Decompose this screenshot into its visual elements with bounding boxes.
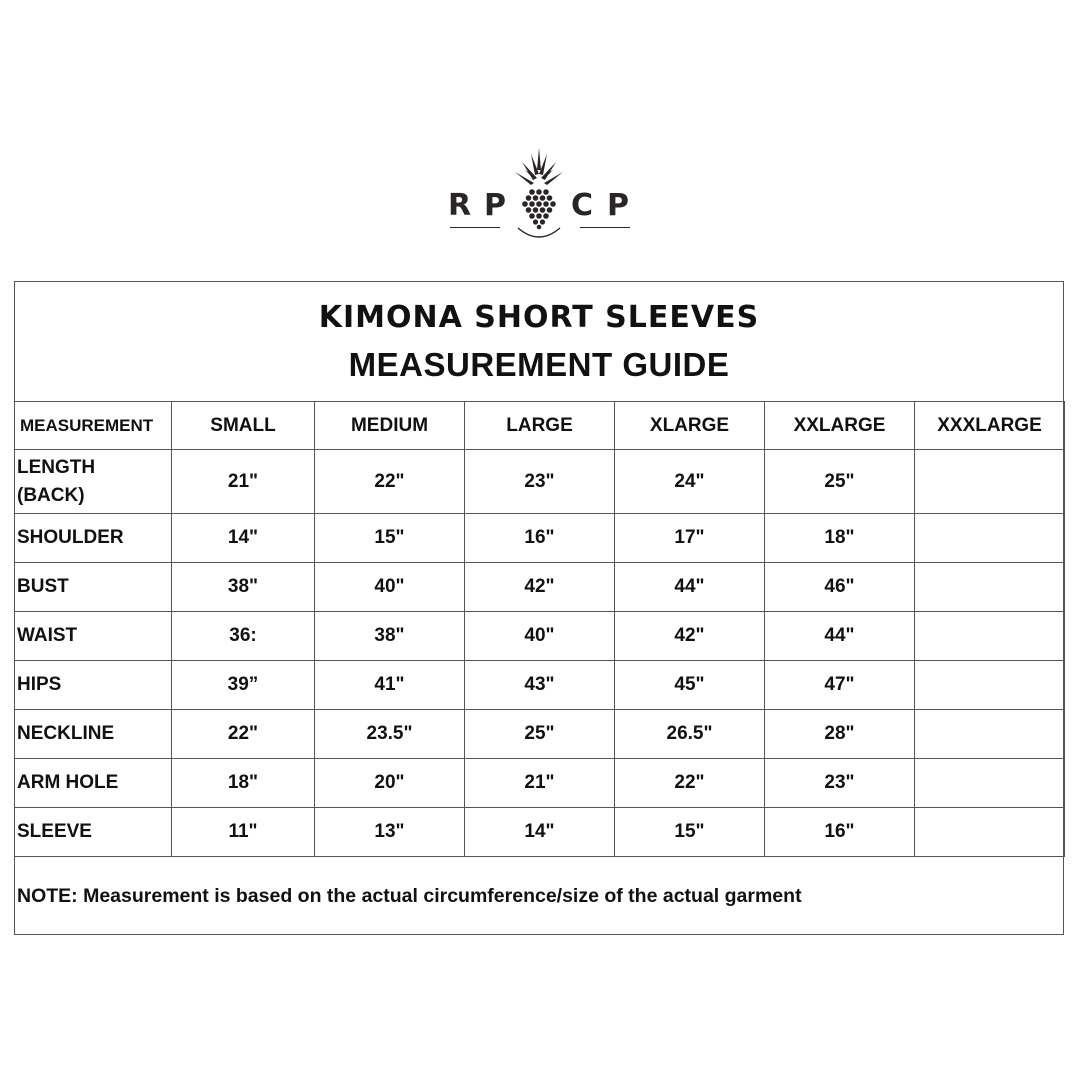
table-cell: 44"	[615, 563, 765, 612]
table-cell: 25"	[765, 450, 915, 514]
row-label: SLEEVE	[15, 808, 172, 857]
table-cell: 13"	[315, 808, 465, 857]
table-cell: 21"	[172, 450, 315, 514]
table-cell: 25"	[465, 710, 615, 759]
table-cell	[915, 808, 1065, 857]
table-cell	[915, 661, 1065, 710]
logo-letter-p: P	[484, 188, 506, 223]
table-cell	[915, 514, 1065, 563]
table-cell: 11"	[172, 808, 315, 857]
table-cell: 15"	[615, 808, 765, 857]
column-header: MEASUREMENT	[15, 402, 172, 450]
logo-letter-c: C	[571, 188, 594, 223]
table-cell: 21"	[465, 759, 615, 808]
row-label: LENGTH (BACK)	[15, 450, 172, 514]
logo-rule-right	[580, 227, 630, 228]
table-cell	[915, 563, 1065, 612]
table-cell: 17"	[615, 514, 765, 563]
table-cell: 23"	[765, 759, 915, 808]
table-cell: 39”	[172, 661, 315, 710]
brand-logo	[430, 148, 650, 252]
table-cell	[915, 710, 1065, 759]
table-cell: 26.5"	[615, 710, 765, 759]
table-cell: 41"	[315, 661, 465, 710]
table-cell: 20"	[315, 759, 465, 808]
table-row	[15, 612, 1065, 661]
row-label: HIPS	[15, 661, 172, 710]
table-cell	[915, 450, 1065, 514]
column-header: XLARGE	[615, 402, 765, 450]
row-label: SHOULDER	[15, 514, 172, 563]
row-label: BUST	[15, 563, 172, 612]
row-label: WAIST	[15, 612, 172, 661]
table-row	[15, 759, 1065, 808]
guide-title: MEASUREMENT GUIDE	[348, 346, 730, 383]
table-cell: 22"	[315, 450, 465, 514]
product-title: KIMONA SHORT SLEEVES	[318, 300, 760, 335]
table-row	[15, 710, 1065, 759]
table-cell: 38"	[315, 612, 465, 661]
table-cell: 40"	[465, 612, 615, 661]
table-cell: 16"	[765, 808, 915, 857]
table-row	[15, 661, 1065, 710]
table-cell: 44"	[765, 612, 915, 661]
table-cell	[915, 612, 1065, 661]
logo-letter-p2: P	[607, 188, 629, 223]
column-header: LARGE	[465, 402, 615, 450]
table-cell: 23"	[465, 450, 615, 514]
measurement-note: NOTE: Measurement is based on the actual circumference/size of the actual garment	[17, 885, 802, 907]
table-cell: 45"	[615, 661, 765, 710]
table-cell: 47"	[765, 661, 915, 710]
table-cell: 40"	[315, 563, 465, 612]
column-header: MEDIUM	[315, 402, 465, 450]
table-row	[15, 450, 1065, 514]
table-cell: 42"	[615, 612, 765, 661]
logo-letter-r: R	[448, 188, 472, 223]
table-row	[15, 514, 1065, 563]
column-header: XXLARGE	[765, 402, 915, 450]
table-cell	[915, 759, 1065, 808]
table-cell: 42"	[465, 563, 615, 612]
table-cell: 24"	[615, 450, 765, 514]
row-label: ARM HOLE	[15, 759, 172, 808]
table-cell: 28"	[765, 710, 915, 759]
table-row	[15, 808, 1065, 857]
table-cell: 43"	[465, 661, 615, 710]
table-cell: 22"	[172, 710, 315, 759]
pineapple-icon	[512, 148, 566, 244]
size-chart-frame	[14, 281, 1064, 935]
table-cell: 22"	[615, 759, 765, 808]
table-row	[15, 563, 1065, 612]
column-header: XXXLARGE	[915, 402, 1065, 450]
table-cell: 18"	[765, 514, 915, 563]
table-cell: 15"	[315, 514, 465, 563]
table-cell: 14"	[465, 808, 615, 857]
table-cell: 38"	[172, 563, 315, 612]
row-label: NECKLINE	[15, 710, 172, 759]
table-cell: 18"	[172, 759, 315, 808]
table-cell: 16"	[465, 514, 615, 563]
measurement-table	[14, 401, 1065, 857]
column-header: SMALL	[172, 402, 315, 450]
table-cell: 23.5"	[315, 710, 465, 759]
chart-title-block	[15, 282, 1063, 402]
table-cell: 14"	[172, 514, 315, 563]
table-cell: 46"	[765, 563, 915, 612]
table-cell: 36:	[172, 612, 315, 661]
logo-rule-left	[450, 227, 500, 228]
table-header-row	[15, 402, 1065, 450]
